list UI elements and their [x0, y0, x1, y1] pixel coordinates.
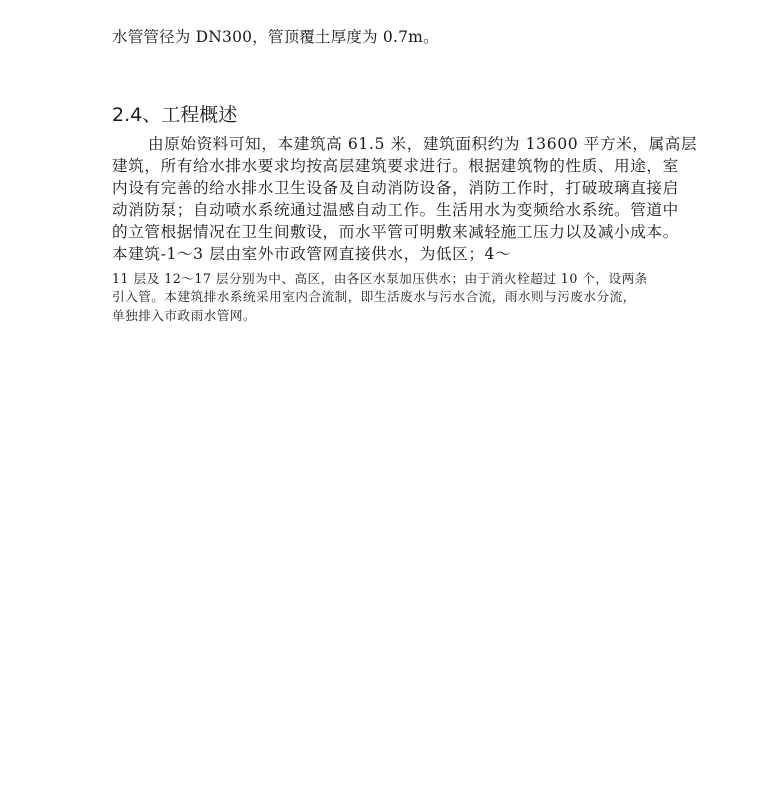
paragraph-line: 内设有完善的给水排水卫生设备及自动消防设备，消防工作时，打破玻璃直接启	[112, 179, 679, 197]
paragraph-line: 引入管。本建筑排水系统采用室内合流制，即生活废水与污水合流，雨水则与污废水分流，	[112, 289, 636, 304]
paragraph-line: 本建筑-1～3 层由室外市政管网直接供水，为低区；4～	[112, 245, 512, 263]
paragraph-line: 的立管根据情况在卫生间敷设，而水平管可明敷来减轻施工压力以及减小成本。	[112, 223, 679, 241]
paragraph-line: 建筑，所有给水排水要求均按高层建筑要求进行。根据建筑物的性质、用途，室	[112, 157, 679, 175]
section-number: 2.4、	[112, 104, 162, 126]
section-heading	[112, 100, 237, 127]
paragraph-line: 11 层及 12～17 层分别为中、高区，由各区水泵加压供水；由于消火栓超过 10 个，设两条	[112, 271, 648, 286]
previous-section-tail-text: 水管管径为 DN300，管顶覆土厚度为 0.7m。	[112, 28, 439, 46]
paragraph-line: 动消防泵；自动喷水系统通过温感自动工作。生活用水为变频给水系统。管道中	[112, 201, 679, 219]
section-title: 工程概述	[161, 104, 238, 126]
paragraph-line: 由原始资料可知，本建筑高 61.5 米，建筑面积约为 13600 平方米，属高层	[148, 135, 698, 153]
paragraph-line: 单独排入市政雨水管网。	[112, 308, 257, 323]
